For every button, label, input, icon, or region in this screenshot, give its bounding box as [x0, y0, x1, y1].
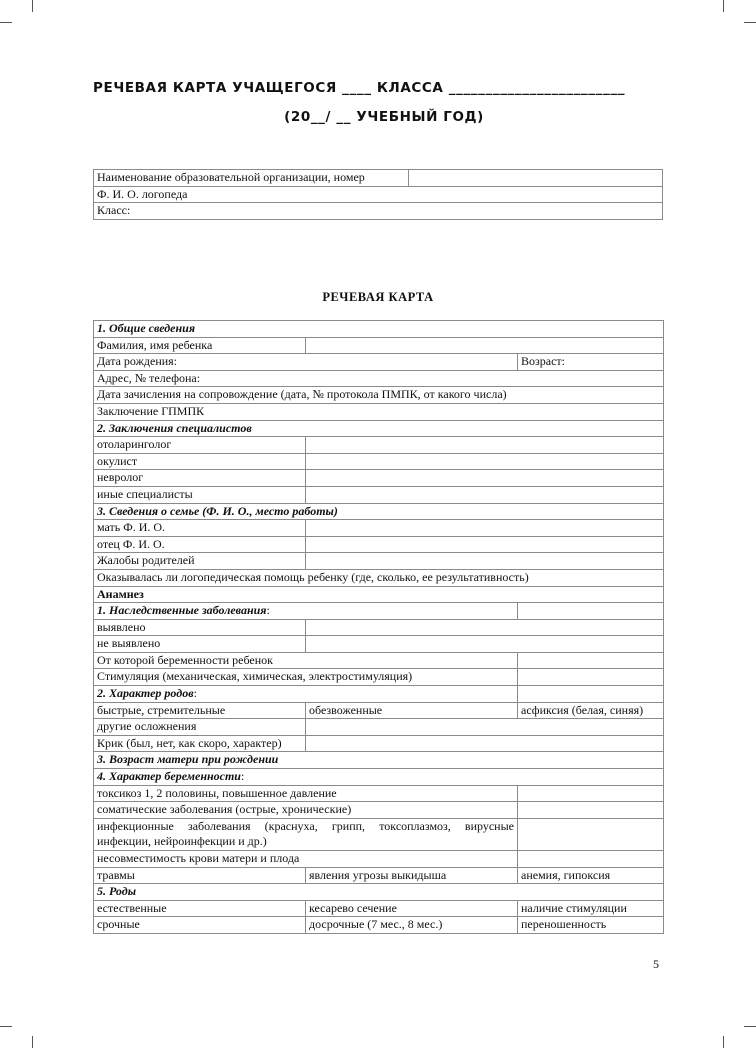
row-label: травмы: [94, 867, 306, 884]
value-cell[interactable]: [306, 486, 664, 503]
row-label: От которой беременности ребенок: [94, 652, 518, 669]
section-general: 1. Общие сведения: [94, 321, 664, 338]
table-row: [94, 851, 664, 868]
value-cell[interactable]: [306, 453, 664, 470]
table-row: [94, 553, 664, 570]
school-year-text: (20__/ __ УЧЕБНЫЙ ГОД): [284, 109, 484, 125]
value-cell[interactable]: [306, 520, 664, 537]
table-row: [94, 603, 664, 620]
section-specialists: 2. Заключения специалистов: [94, 420, 664, 437]
section-heredity: 1. Наследственные заболевания: [97, 603, 267, 618]
crop-mark: [744, 22, 756, 23]
section-mother-age: 3. Возраст матери при рождении: [94, 752, 664, 769]
page-number: 5: [653, 957, 659, 971]
value-cell[interactable]: [518, 802, 664, 819]
row-label: токсикоз 1, 2 половины, повышенное давление: [94, 785, 518, 802]
table-row: [94, 652, 664, 669]
card-title: [0, 290, 756, 305]
section-delivery: 5. Роды: [94, 884, 664, 901]
row-label: мать Ф. И. О.: [94, 520, 306, 537]
table-row: [94, 586, 664, 603]
row-label: Возраст:: [518, 354, 664, 371]
row-label: Крик (был, нет, как скоро, характер): [94, 735, 306, 752]
value-cell[interactable]: [306, 437, 664, 454]
table-row: [94, 321, 664, 338]
row-label: обезвоженные: [306, 702, 518, 719]
logoped-label: Ф. И. О. логопеда: [94, 186, 663, 203]
class-label: Класс:: [94, 203, 663, 220]
value-cell[interactable]: [518, 652, 664, 669]
table-row: [94, 420, 664, 437]
row-label: переношенность: [518, 917, 664, 934]
value-cell[interactable]: [518, 851, 664, 868]
table-row: [94, 818, 664, 850]
crop-mark: [0, 1026, 12, 1027]
table-row: [94, 203, 663, 220]
value-cell[interactable]: [518, 785, 664, 802]
table-row: [94, 370, 664, 387]
table-row: [94, 186, 663, 203]
table-row: [94, 867, 664, 884]
row-label: Фамилия, имя ребенка: [94, 337, 306, 354]
row-label: окулист: [94, 453, 306, 470]
table-row: [94, 387, 664, 404]
crop-mark: [744, 1026, 756, 1027]
table-row: [94, 636, 664, 653]
row-label: отоларинголог: [94, 437, 306, 454]
value-cell[interactable]: [518, 603, 664, 620]
table-row: [94, 785, 664, 802]
value-cell[interactable]: [518, 818, 664, 850]
row-label: не выявлено: [94, 636, 306, 653]
row-label: Адрес, № телефона:: [94, 370, 664, 387]
table-row: [94, 884, 664, 901]
table-row: [94, 769, 664, 786]
table-row: [94, 520, 664, 537]
row-label-cell: 1. Наследственные заболевания:: [94, 603, 518, 620]
section-family: 3. Сведения о семье (Ф. И. О., место работы): [94, 503, 664, 520]
section-anamnesis: Анамнез: [94, 586, 664, 603]
table-row: [94, 669, 664, 686]
table-row: [94, 470, 664, 487]
row-label: несовместимость крови матери и плода: [94, 851, 518, 868]
value-cell[interactable]: [518, 686, 664, 703]
table-row: [94, 917, 664, 934]
row-label: быстрые, стремительные: [94, 702, 306, 719]
row-label: срочные: [94, 917, 306, 934]
row-label: естественные: [94, 900, 306, 917]
table-row: [94, 719, 664, 736]
row-label: отец Ф. И. О.: [94, 536, 306, 553]
table-row: [94, 486, 664, 503]
section-birth-type: 2. Характер родов: [97, 686, 194, 701]
row-label-cell: 2. Характер родов:: [94, 686, 518, 703]
speech-card-table: [93, 320, 664, 934]
row-label: Оказывалась ли логопедическая помощь ребенку (где, сколько, ее результативность): [94, 569, 664, 586]
value-cell[interactable]: [306, 553, 664, 570]
table-row: [94, 569, 664, 586]
table-row: [94, 752, 664, 769]
value-cell[interactable]: [306, 470, 664, 487]
table-row: [94, 437, 664, 454]
row-label: Стимуляция (механическая, химическая, электростимуляция): [94, 669, 518, 686]
table-row: [94, 802, 664, 819]
value-cell[interactable]: [306, 536, 664, 553]
table-row: [94, 403, 664, 420]
crop-mark: [723, 0, 724, 12]
row-label: асфиксия (белая, синяя): [518, 702, 664, 719]
table-row: [94, 503, 664, 520]
header-title: РЕЧЕВАЯ КАРТА УЧАЩЕГОСЯ ____ КЛАССА ________________________: [93, 80, 626, 96]
row-label: Жалобы родителей: [94, 553, 306, 570]
table-row: [94, 735, 664, 752]
value-cell[interactable]: [306, 337, 664, 354]
value-cell[interactable]: [306, 735, 664, 752]
crop-mark: [32, 1036, 33, 1048]
value-cell[interactable]: [306, 719, 664, 736]
table-row: [94, 170, 663, 187]
row-label: кесарево сечение: [306, 900, 518, 917]
org-value-cell[interactable]: [409, 170, 663, 187]
row-label: невролог: [94, 470, 306, 487]
table-row: [94, 686, 664, 703]
value-cell[interactable]: [518, 669, 664, 686]
row-label: наличие стимуляции: [518, 900, 664, 917]
table-row: [94, 453, 664, 470]
row-label: Дата зачисления на сопровождение (дата, № протокола ПМПК, от какого числа): [94, 387, 664, 404]
row-label: явления угрозы выкидыша: [306, 867, 518, 884]
crop-mark: [32, 0, 33, 12]
row-label: другие осложнения: [94, 719, 306, 736]
table-row: [94, 337, 664, 354]
row-label: соматические заболевания (острые, хронические): [94, 802, 518, 819]
row-label: инфекционные заболевания (краснуха, грипп, токсоплазмоз, вирусные инфекции, нейроинфекции и др.): [94, 818, 518, 850]
row-label: анемия, гипоксия: [518, 867, 664, 884]
info-table: [93, 169, 663, 220]
table-row: [94, 900, 664, 917]
card-title-text: РЕЧЕВАЯ КАРТА: [322, 290, 434, 304]
section-pregnancy: 4. Характер беременности: [97, 769, 241, 784]
row-label: выявлено: [94, 619, 306, 636]
row-label: Заключение ГПМПК: [94, 403, 664, 420]
row-label: иные специалисты: [94, 486, 306, 503]
table-row: [94, 536, 664, 553]
table-row: [94, 354, 664, 371]
value-cell[interactable]: [306, 619, 664, 636]
crop-mark: [0, 22, 12, 23]
row-label: досрочные (7 мес., 8 мес.): [306, 917, 518, 934]
org-label: Наименование образовательной организации, номер: [94, 170, 409, 187]
crop-mark: [723, 1036, 724, 1048]
row-label: Дата рождения:: [94, 354, 518, 371]
table-row: [94, 702, 664, 719]
header-school-year: [0, 109, 756, 125]
row-label-cell: 4. Характер беременности:: [94, 769, 664, 786]
value-cell[interactable]: [306, 636, 664, 653]
table-row: [94, 619, 664, 636]
